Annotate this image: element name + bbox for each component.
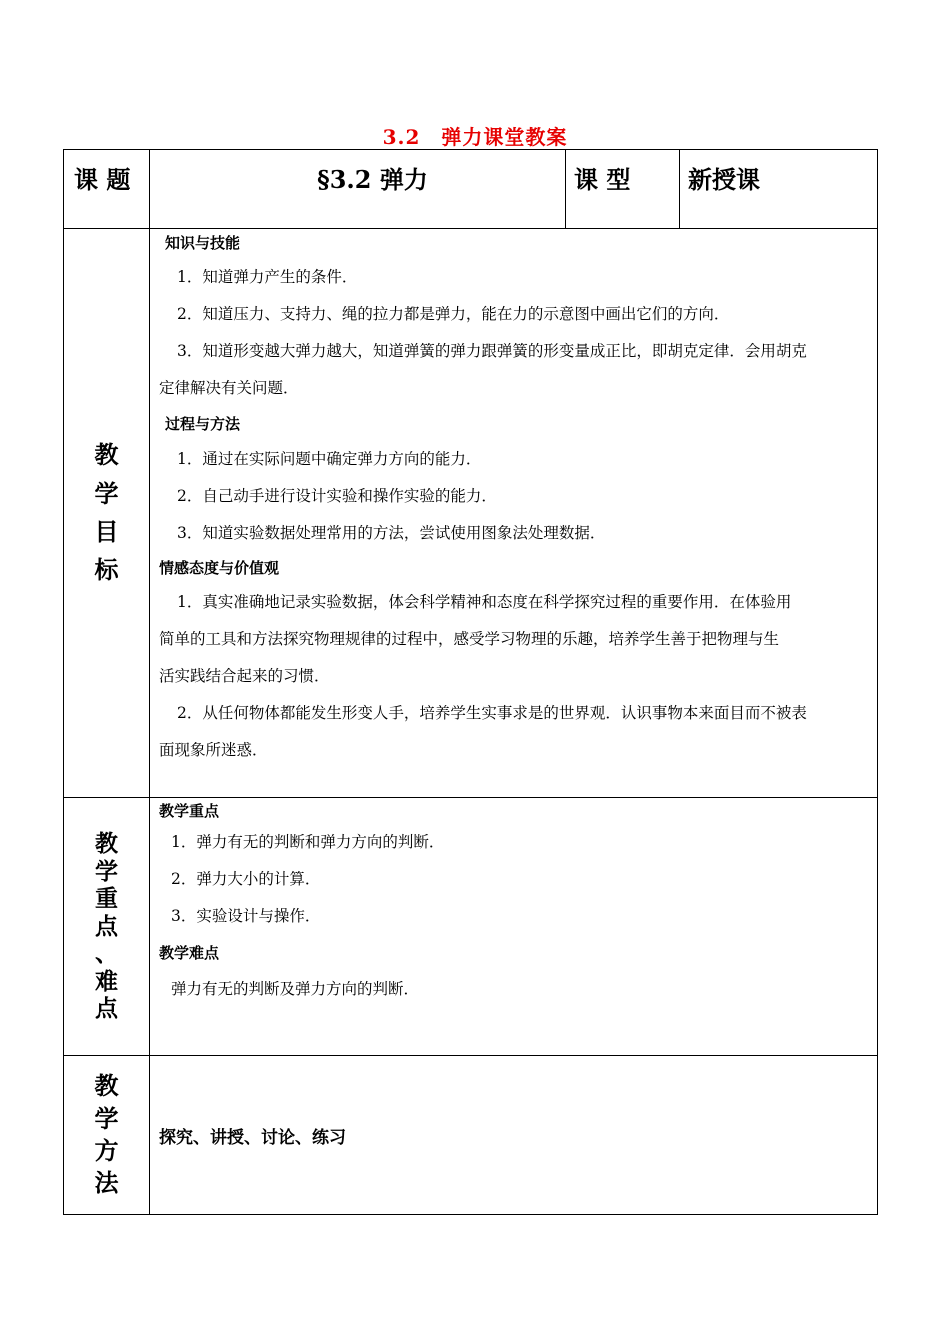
list-item: 1．通过在实际问题中确定弹力方向的能力． <box>177 450 482 468</box>
section-heading: 教学难点 <box>159 944 220 962</box>
topic-value: §3.2 弹力 <box>150 150 566 229</box>
objectives-content <box>150 229 878 798</box>
methods-row <box>64 1056 878 1215</box>
keypoints-content <box>150 798 878 1056</box>
list-item: 1．知道弹力产生的条件． <box>177 268 358 286</box>
list-item: 3．知道形变越大弹力越大，知道弹簧的弹力跟弹簧的形变量成正比，即胡克定律．会用胡克 <box>177 342 807 360</box>
list-item: 活实践结合起来的习惯． <box>159 667 330 685</box>
objectives-label: 教 学 目 标 <box>64 229 150 798</box>
list-item: 简单的工具和方法探究物理规律的过程中，感受学习物理的乐趣，培养学生善于把物理与生 <box>159 630 780 648</box>
list-item: 弹力有无的判断及弹力方向的判断． <box>171 980 420 998</box>
list-item: 定律解决有关问题． <box>159 379 299 397</box>
keypoints-label: 教 学 重 点 、 难 点 <box>64 798 150 1056</box>
objectives-row <box>64 229 878 798</box>
methods-label: 教 学 方 法 <box>64 1056 150 1215</box>
list-item: 2．弹力大小的计算． <box>171 870 321 888</box>
type-value: 新授课 <box>680 150 878 229</box>
methods-value: 探究、讲授、讨论、练习 <box>150 1056 878 1215</box>
list-item: 2．自己动手进行设计实验和操作实验的能力． <box>177 487 497 505</box>
list-item: 1．真实准确地记录实验数据，体会科学精神和态度在科学探究过程的重要作用．在体验用 <box>177 593 792 611</box>
header-row <box>64 150 878 229</box>
topic-label: 课 题 <box>64 150 150 229</box>
document-title: 3.2 弹力课堂教案 <box>382 125 568 149</box>
section-heading: 教学重点 <box>159 802 220 820</box>
list-item: 2．从任何物体都能发生形变人手，培养学生实事求是的世界观．认识事物本来面目而不被表 <box>177 704 807 722</box>
section-heading: 过程与方法 <box>165 415 241 433</box>
list-item: 2．知道压力、支持力、绳的拉力都是弹力，能在力的示意图中画出它们的方向． <box>177 305 730 323</box>
list-item: 面现象所迷惑． <box>159 741 268 759</box>
section-heading: 知识与技能 <box>165 234 241 252</box>
section-heading: 情感态度与价值观 <box>159 559 280 577</box>
list-item: 3．知道实验数据处理常用的方法，尝试使用图象法处理数据． <box>177 524 606 542</box>
keypoints-row <box>64 798 878 1056</box>
type-label: 课 型 <box>566 150 680 229</box>
list-item: 3．实验设计与操作． <box>171 907 321 925</box>
lesson-plan-table <box>63 149 878 1215</box>
list-item: 1．弹力有无的判断和弹力方向的判断． <box>171 833 445 851</box>
